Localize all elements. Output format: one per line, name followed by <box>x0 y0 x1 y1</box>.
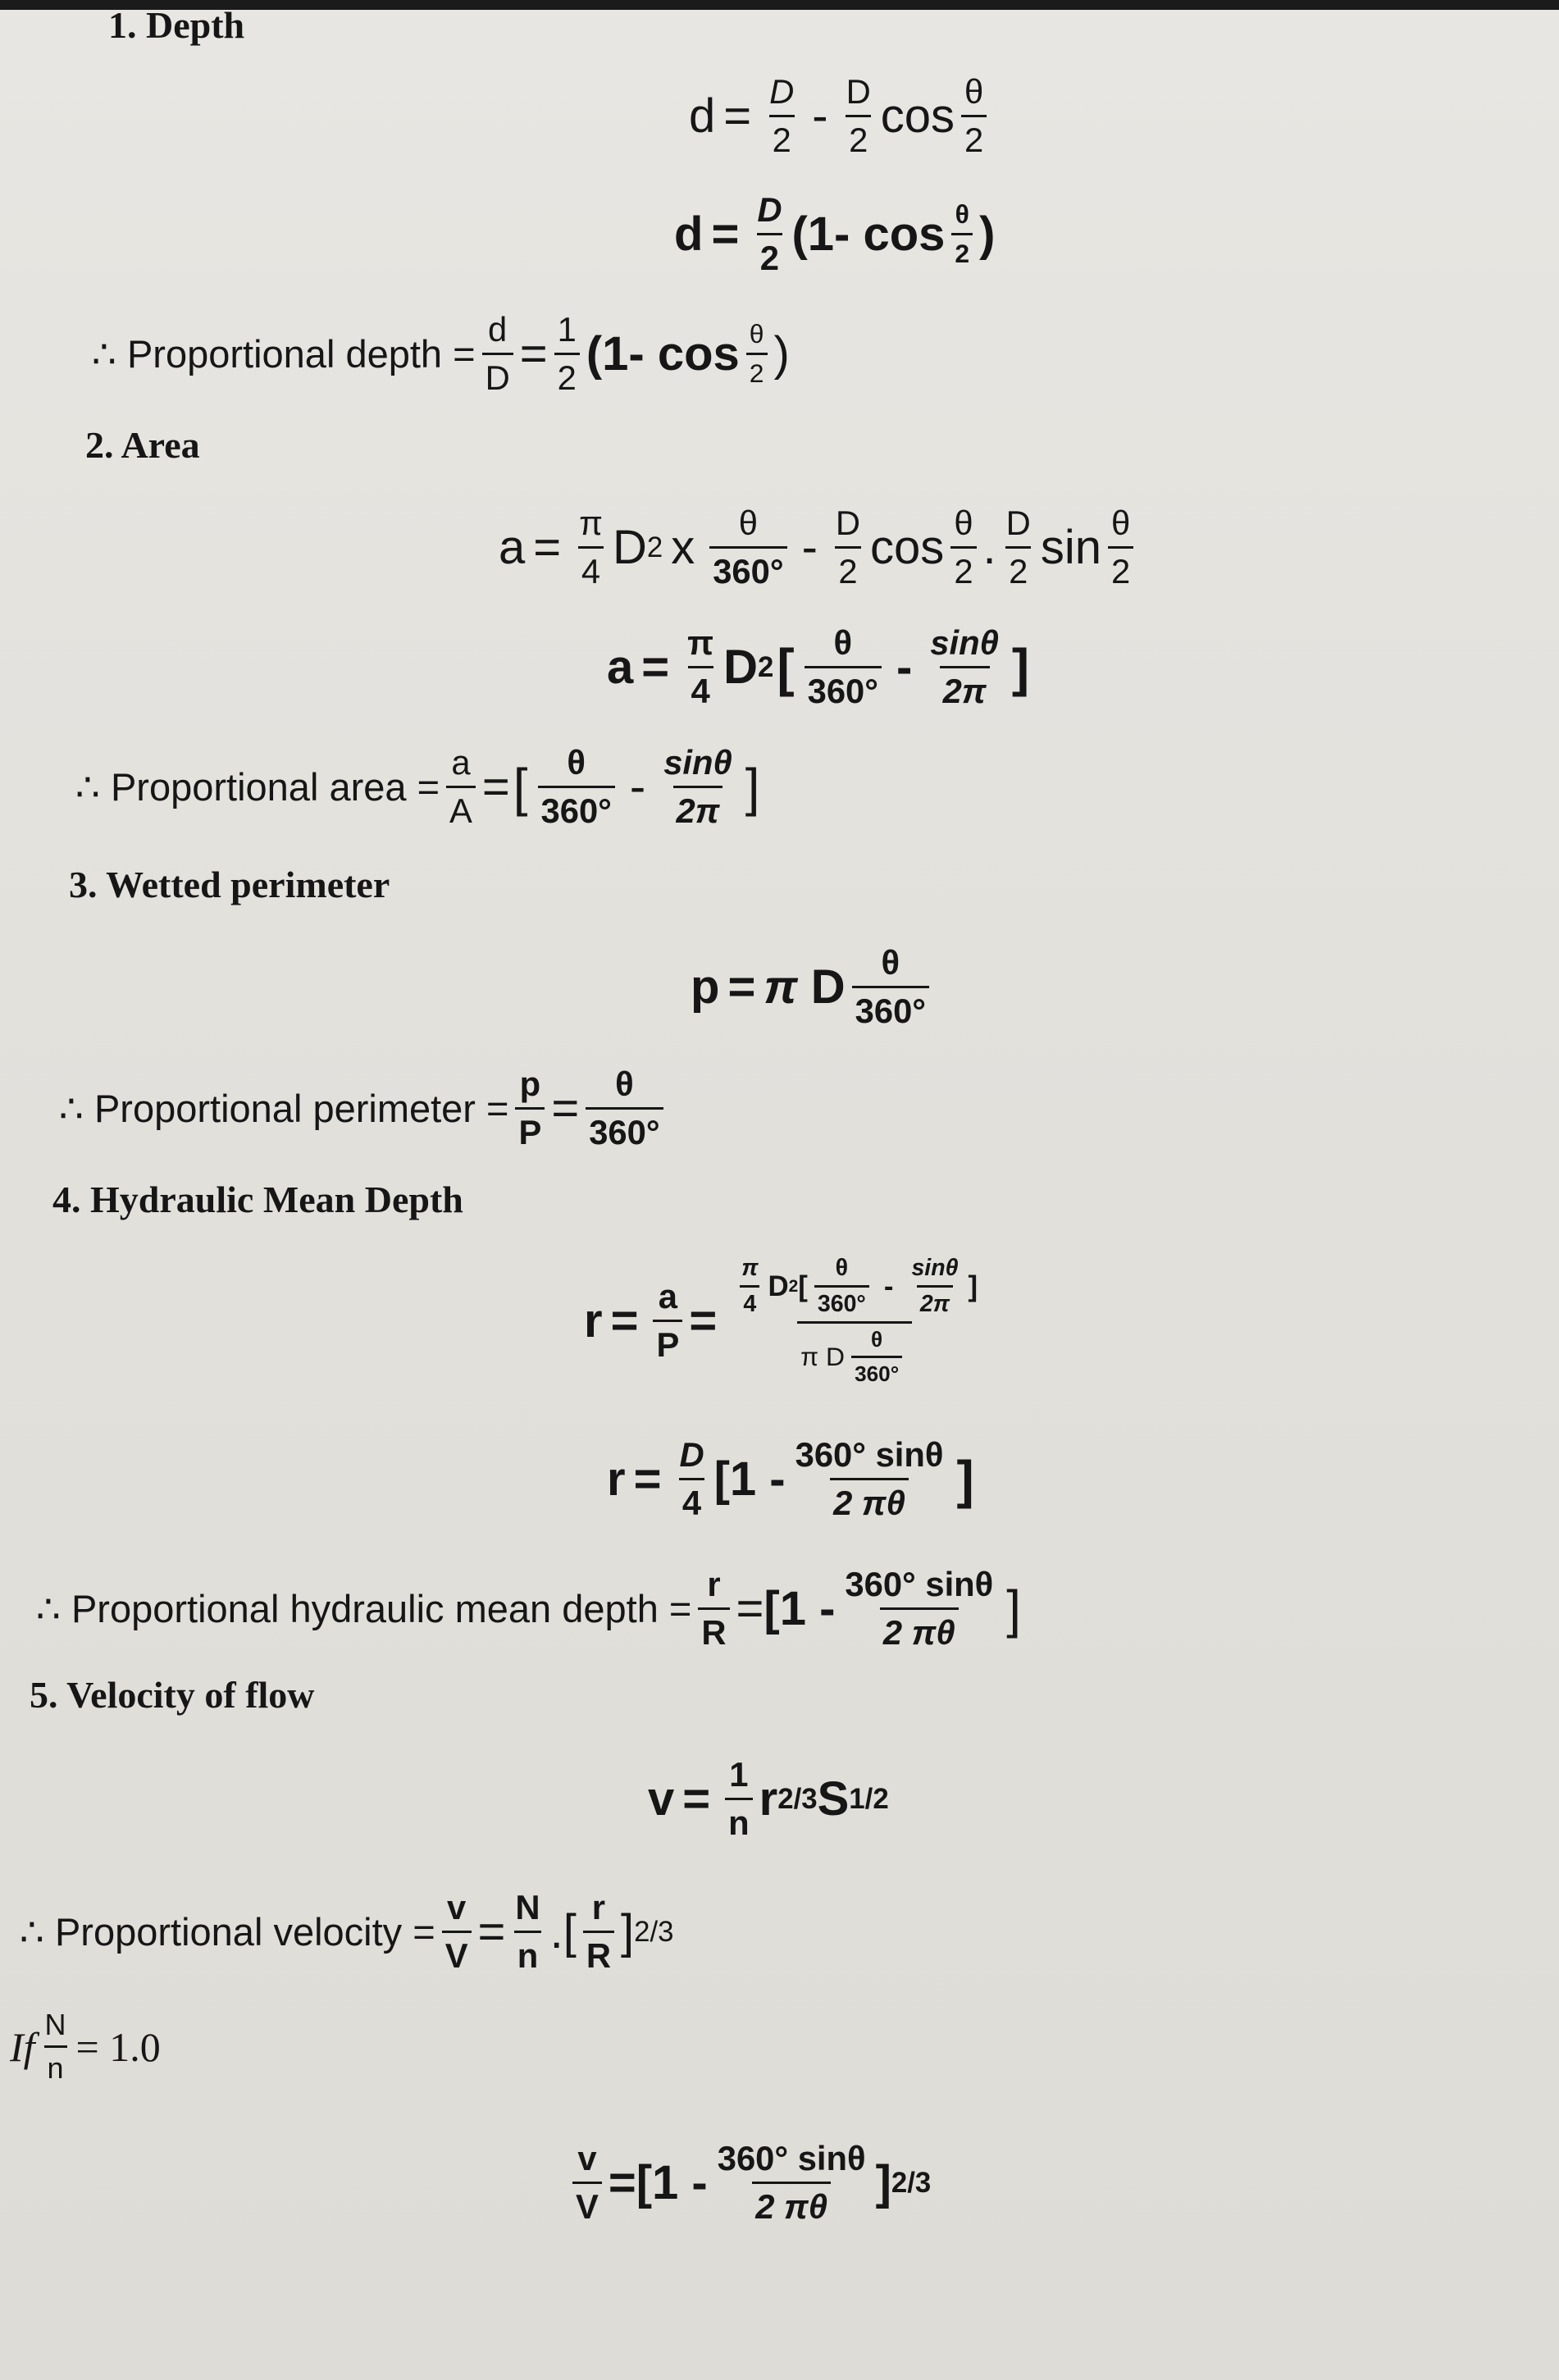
heading-area: 2. Area <box>85 424 200 466</box>
equation-hmd-2: r = $\frac{D}{4}$ [1 - $\frac{360^\circ \sin\theta}{2 \pi\theta}$ ] <box>607 1435 974 1522</box>
equation-proportional-hmd: ∴ Proportional hydraulic mean depth = $\frac{r}{R}$ = [1 - $\frac{360^\circ \sin\theta}{2 \pi\theta}$ ] <box>36 1565 1021 1652</box>
heading-wetted-perimeter: 3. Wetted perimeter <box>69 864 390 905</box>
equation-proportional-perimeter: ∴ Proportional perimeter = $\frac{p}{P}$ = $\frac{\theta}{360^\circ}$ <box>59 1065 670 1152</box>
equation-hmd-1: r = $\frac{a}{P}$ = $\frac{\pi}{4}$ D 2 [ $\frac{\theta}{360^\circ}$ - $\frac{\sin\theta}{2\pi}$ ] π D $\frac{\theta}{360^\circ}$ <box>584 1255 978 1386</box>
equation-proportional-area: ∴ Proportional area = $\frac{a}{A}$ = [ $\frac{\theta}{360^\circ}$ - $\frac{\sin\theta}{2\pi}$ ] <box>75 743 760 830</box>
equation-area-2: a = $\frac{\pi}{4}$ D 2 [ $\frac{\theta}{360^\circ}$ - $\frac{\sin\theta}{2\pi}$ ] <box>607 623 1030 710</box>
equation-proportional-velocity: ∴ Proportional velocity = $\frac{v}{V}$ = $\frac{N}{n}$ . [ $\frac{r}{R}$ ] 2/3 <box>20 1888 674 1975</box>
equation-area-1: a = $\frac{\pi}{4}$ D 2 x $\frac{\theta}{360^\circ}$ - $\frac{D}{2}$ cos $\frac{\theta}{2}$ . $\frac{D}{2}$ sin $\frac{\theta}{2}$ <box>499 504 1140 591</box>
equation-depth-2: d = $\frac{D}{2}$ (1- cos $\frac{\theta}{2}$ ) <box>674 190 996 277</box>
heading-velocity-of-flow: 5. Velocity of flow <box>30 1674 315 1716</box>
equation-velocity: v = $\frac{1}{n}$ r 2/3 S 1/2 <box>648 1755 889 1842</box>
equation-condition: If $\frac{N}{n}$ = 1.0 <box>10 2008 161 2085</box>
heading-hydraulic-mean-depth: 4. Hydraulic Mean Depth <box>52 1179 463 1220</box>
equation-velocity-ratio-final: $\frac{v}{V}$ = [1 - $\frac{360^\circ \sin\theta}{2 \pi\theta}$ ] 2/3 <box>566 2139 931 2227</box>
equation-proportional-depth: ∴ Proportional depth = $\frac{d}{D}$ = $\frac{1}{2}$ (1- cos $\frac{\theta}{2}$ ) <box>92 310 790 397</box>
equation-perimeter: p = π D $\frac{\theta}{360^\circ}$ <box>691 943 936 1031</box>
heading-depth: 1. Depth <box>108 4 245 46</box>
equation-depth-1: d = $\frac{D}{2}$ - $\frac{D}{2}$ cos $\frac{\theta}{2}$ <box>689 72 993 160</box>
